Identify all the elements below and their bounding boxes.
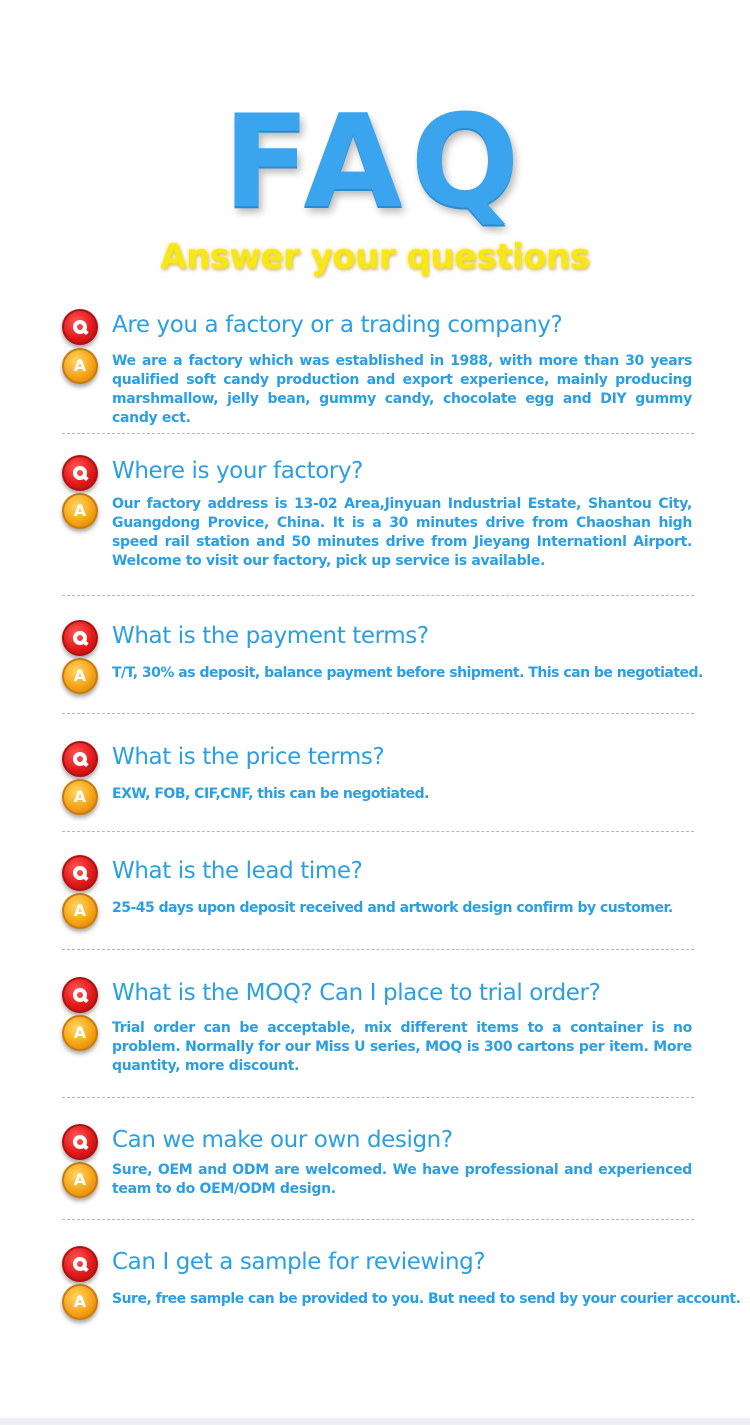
faq-answer: Sure, OEM and ODM are welcomed. We have professional and experienced team to do OEM/ODM design. [112, 1162, 692, 1197]
divider [62, 595, 694, 596]
page-title: FAQ [222, 88, 528, 237]
bottom-strip [0, 1418, 750, 1425]
answer-icon: A [62, 893, 98, 929]
divider [62, 949, 694, 950]
answer-icon: A [62, 1015, 98, 1051]
faq-question: What is the price terms? [112, 744, 385, 770]
question-icon [62, 1124, 98, 1160]
question-icon [62, 1246, 98, 1282]
answer-icon: A [62, 779, 98, 815]
answer-icon: A [62, 493, 98, 529]
question-icon [62, 977, 98, 1013]
faq-answer: T/T, 30% as deposit, balance payment before shipment. This can be negotiated. [112, 665, 703, 681]
question-icon [62, 741, 98, 777]
question-icon [62, 620, 98, 656]
faq-answer: Our factory address is 13-02 Area,Jinyuan Industrial Estate, Shantou City, Guangdong Provice, China. It is a 30 minutes drive from Chaoshan high speed rail station and 50 minutes drive from Jieyang Internationl Airport. Welcome to visit our factory, pick up service is available. [112, 496, 692, 569]
divider [62, 1219, 694, 1220]
faq-answer: 25-45 days upon deposit received and artwork design confirm by customer. [112, 900, 673, 916]
divider [62, 1097, 694, 1098]
faq-question: What is the lead time? [112, 858, 363, 884]
faq-question: Where is your factory? [112, 458, 363, 484]
question-icon [62, 855, 98, 891]
answer-icon: A [62, 1284, 98, 1320]
answer-icon: A [62, 348, 98, 384]
faq-question: What is the payment terms? [112, 623, 429, 649]
faq-question: Are you a factory or a trading company? [112, 312, 563, 338]
question-icon [62, 309, 98, 345]
divider [62, 831, 694, 832]
divider [62, 713, 694, 714]
faq-question: Can we make our own design? [112, 1127, 453, 1153]
faq-answer: Trial order can be acceptable, mix different items to a container is no problem. Normally for our Miss U series, MOQ is 300 cartons per item. More quantity, more discount. [112, 1020, 692, 1074]
faq-question: What is the MOQ? Can I place to trial order? [112, 980, 601, 1006]
divider [62, 433, 694, 434]
faq-answer: EXW, FOB, CIF,CNF, this can be negotiated. [112, 786, 430, 802]
faq-answer: Sure, free sample can be provided to you. But need to send by your courier account. [112, 1291, 741, 1307]
question-icon [62, 455, 98, 491]
faq-answer: We are a factory which was established in 1988, with more than 30 years qualified soft candy production and export experience, mainly producing marshmallow, jelly bean, gummy candy, chocolate egg and DIY gummy candy ect. [112, 353, 692, 426]
answer-icon: A [62, 1162, 98, 1198]
faq-question: Can I get a sample for reviewing? [112, 1249, 486, 1275]
answer-icon: A [62, 658, 98, 694]
page-subtitle: Answer your questions [160, 237, 590, 277]
